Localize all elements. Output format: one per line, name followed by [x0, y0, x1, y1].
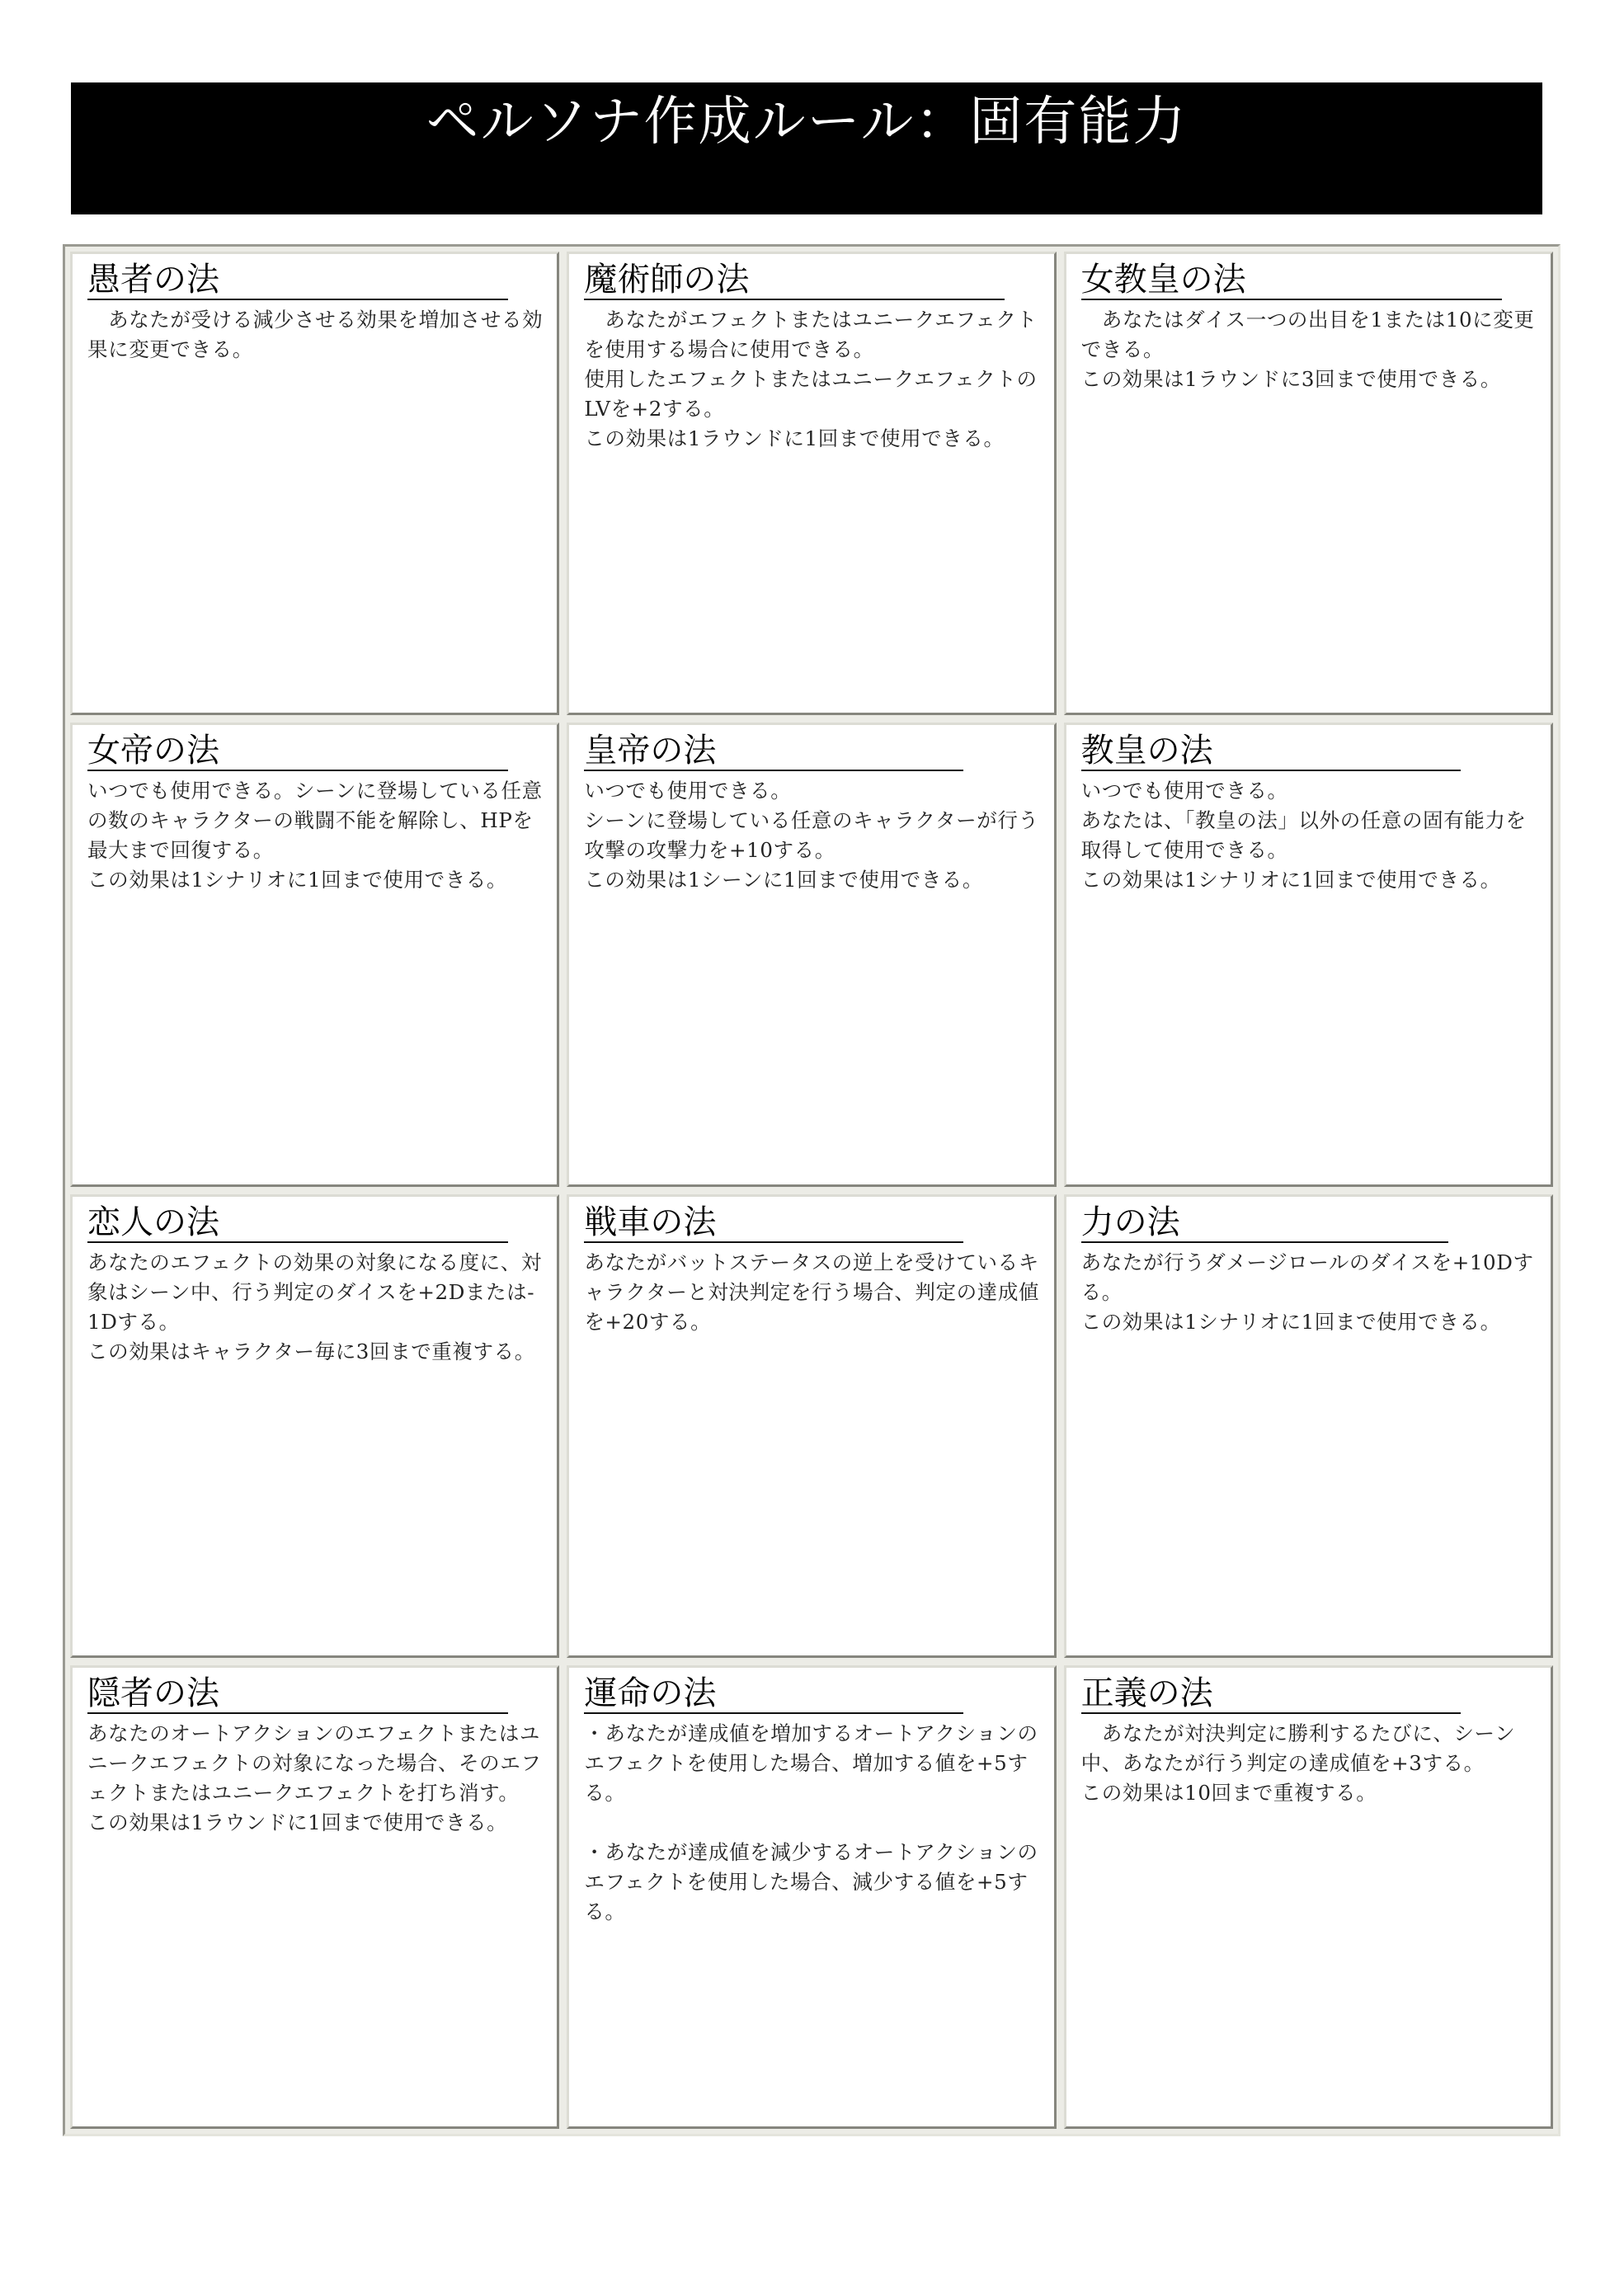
ability-text: この効果は1ラウンドに1回まで使用できる。 [87, 1810, 508, 1834]
ability-text: この効果は10回まで重複する。 [1080, 1780, 1377, 1805]
ability-text: この効果は1シナリオに1回まで使用できる。 [1080, 868, 1501, 892]
ability-cell-wheel-of-fortune [567, 1665, 1056, 2129]
ability-title: 愚者の法 [87, 261, 508, 300]
ability-cell-hierophant [1064, 723, 1553, 1186]
ability-text: あなたは、「教皇の法」以外の任意の固有能力を取得して使用できる。 [1080, 808, 1527, 863]
ability-text: ・あなたが達成値を増加するオートアクションのエフェクトを使用した場合、増加する値を+5する。 [584, 1721, 1038, 1805]
ability-text: シーンに登場している任意のキャラクターが行う攻撃の攻撃力を+10する。 [584, 808, 1039, 863]
ability-text: いつでも使用できる。 [584, 779, 792, 803]
ability-text: あなたはダイス一つの出目を1または10に変更できる。 [1080, 308, 1535, 361]
ability-cell-magician [567, 252, 1056, 715]
ability-title: 女教皇の法 [1081, 261, 1502, 300]
ability-cell-empress [70, 723, 559, 1186]
blank-line [584, 1808, 1042, 1838]
ability-text: この効果は1ラウンドに1回まで使用できる。 [584, 426, 1005, 450]
ability-text: この効果は1シナリオに1回まで使用できる。 [1080, 1309, 1501, 1334]
ability-text: あなたのオートアクションのエフェクトまたはユニークエフェクトの対象になった場合、そのエフェクトまたはユニークエフェクトを打ち消す。 [87, 1721, 542, 1805]
ability-title: 隠者の法 [87, 1674, 508, 1714]
ability-title: 魔術師の法 [584, 261, 1005, 300]
ability-text: あなたが行うダメージロールのダイスを+10Dする。 [1080, 1250, 1534, 1304]
ability-cell-hermit [70, 1665, 559, 2129]
ability-text: あなたがバットステータスの逆上を受けているキャラクターと対決判定を行う場合、判定の達成値を+20する。 [584, 1250, 1040, 1334]
ability-text: あなたがエフェクトまたはユニークエフェクトを使用する場合に使用できる。 [584, 308, 1038, 361]
ability-title: 女帝の法 [87, 732, 508, 771]
ability-text: この効果は1ラウンドに3回まで使用できる。 [1080, 367, 1501, 391]
ability-cell-justice [1064, 1665, 1553, 2129]
ability-title: 運命の法 [584, 1674, 963, 1714]
ability-title: 皇帝の法 [584, 732, 963, 771]
ability-table [63, 244, 1560, 2136]
ability-title: 教皇の法 [1081, 732, 1461, 771]
ability-title: 恋人の法 [87, 1203, 508, 1243]
ability-text: あなたのエフェクトの効果の対象になる度に、対象はシーン中、行う判定のダイスを+2Dまたは-1Dする。 [87, 1250, 542, 1334]
ability-cell-strength [1064, 1194, 1553, 1658]
ability-title: 戦車の法 [584, 1203, 963, 1243]
ability-text: この効果は1シナリオに1回まで使用できる。 [87, 868, 508, 892]
ability-cell-lovers [70, 1194, 559, 1658]
page-title-banner [71, 82, 1542, 214]
ability-text: いつでも使用できる。シーンに登場している任意の数のキャラクターの戦闘不能を解除し、HPを最大まで回復する。 [87, 779, 543, 863]
ability-cell-high-priestess [1064, 252, 1553, 715]
ability-title: 正義の法 [1081, 1674, 1461, 1714]
ability-cell-emperor [567, 723, 1056, 1186]
ability-text: 使用したエフェクトまたはユニークエフェクトのLVを+2する。 [584, 367, 1038, 421]
ability-title: 力の法 [1081, 1203, 1448, 1243]
ability-cell-chariot [567, 1194, 1056, 1658]
ability-text: この効果は1シーンに1回まで使用できる。 [584, 868, 984, 892]
ability-cell-fool [70, 252, 559, 715]
page-title: ペルソナ作成ルール：固有能力 [426, 92, 1188, 153]
ability-text: この効果はキャラクター毎に3回まで重複する。 [87, 1339, 535, 1363]
ability-text: あなたが受ける減少させる効果を増加させる効果に変更できる。 [87, 308, 544, 361]
ability-text: ・あなたが達成値を減少するオートアクションのエフェクトを使用した場合、減少する値を+5する。 [584, 1839, 1038, 1923]
ability-text: あなたが対決判定に勝利するたびに、シーン中、あなたが行う判定の達成値を+3する。 [1080, 1721, 1516, 1775]
ability-text: いつでも使用できる。 [1080, 779, 1288, 803]
